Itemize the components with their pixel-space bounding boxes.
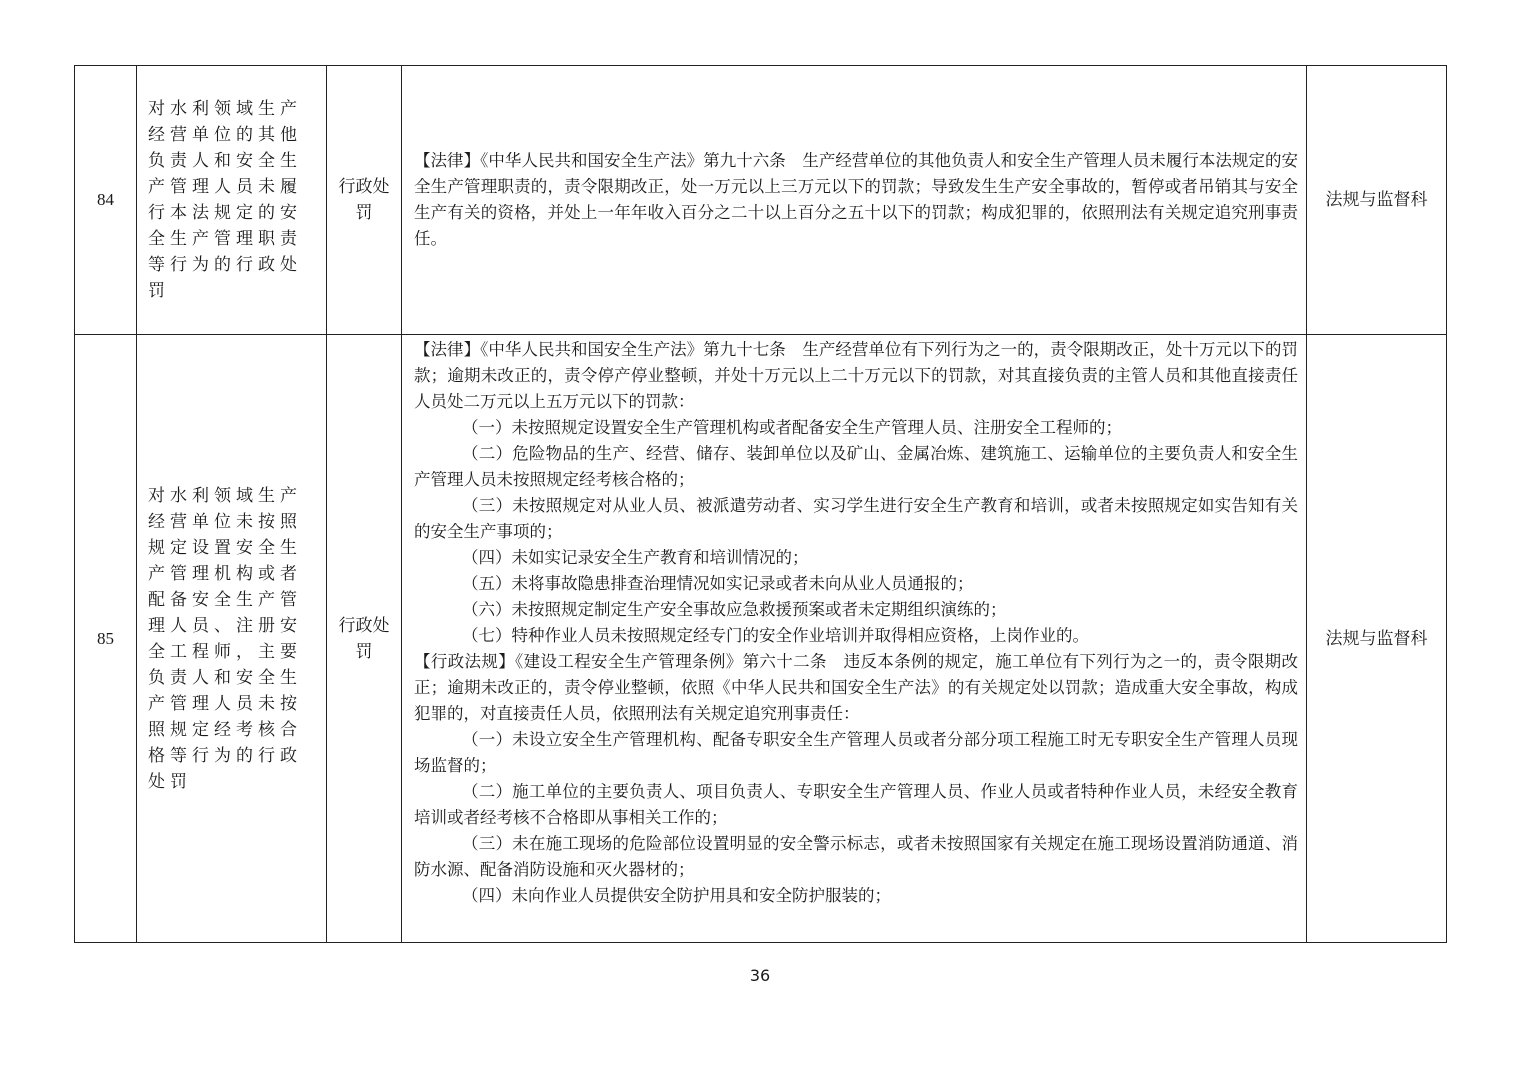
basis-clause: （二）施工单位的主要负责人、项目负责人、专职安全生产管理人员、作业人员或者特种作业人员，未经安全教育培训或者经考核不合格即从事相关工作的； [414, 782, 1298, 827]
basis-clause: （四）未向作业人员提供安全防护用具和安全防护服装的； [462, 886, 891, 905]
table-row [75, 66, 1447, 335]
basis-paragraph: 【法律】《中华人民共和国安全生产法》第九十六条 生产经营单位的其他负责人和安全生产管理人员未履行本法规定的安全生产管理职责的，责令限期改正，处一万元以上三万元以下的罚款；导致发生生产安全事故的，暂停或者吊销其与安全生产有关的资格，并处上一年年收入百分之二十以上百分之五十以下的罚款；构成犯罪的，依照刑法有关规定追究刑事责任。 [414, 151, 1298, 248]
basis-clause: （七）特种作业人员未按照规定经专门的安全作业培训并取得相应资格，上岗作业的。 [462, 626, 1089, 645]
item-type: 行政处罚 [327, 335, 402, 943]
basis-clause: （一）未设立安全生产管理机构、配备专职安全生产管理人员或者分部分项工程施工时无专职安全生产管理人员现场监督的； [414, 730, 1298, 775]
item-number: 85 [75, 335, 137, 943]
table-row [75, 335, 1447, 943]
item-type: 行政处罚 [327, 66, 402, 335]
item-number: 84 [75, 66, 137, 335]
basis-clause: （二）危险物品的生产、经营、储存、装卸单位以及矿山、金属冶炼、建筑施工、运输单位的主要负责人和安全生产管理人员未按照规定经考核合格的； [414, 444, 1298, 489]
legal-basis [402, 66, 1307, 335]
basis-paragraph: 【法律】《中华人民共和国安全生产法》第九十七条 生产经营单位有下列行为之一的，责令限期改正，处十万元以下的罚款；逾期未改正的，责令停产停业整顿，并处十万元以上二十万元以下的罚款，对其直接负责的主管人员和其他直接责任人员处二万元以上五万元以下的罚款： [414, 340, 1298, 411]
basis-clause: （三）未按照规定对从业人员、被派遣劳动者、实习学生进行安全生产教育和培训，或者未按照规定如实告知有关的安全生产事项的； [414, 496, 1298, 541]
responsible-department: 法规与监督科 [1307, 335, 1447, 943]
basis-clause: （三）未在施工现场的危险部位设置明显的安全警示标志，或者未按照国家有关规定在施工现场设置消防通道、消防水源、配备消防设施和灭火器材的； [414, 834, 1298, 879]
legal-basis [402, 335, 1307, 943]
basis-paragraph: 【行政法规】《建设工程安全生产管理条例》第六十二条 违反本条例的规定，施工单位有下列行为之一的，责令限期改正；逾期未改正的，责令停业整顿，依照《中华人民共和国安全生产法》的有关规定处以罚款；造成重大安全事故，构成犯罪的，对直接责任人员，依照刑法有关规定追究刑事责任： [414, 652, 1298, 723]
page-number: 36 [749, 966, 771, 985]
penalty-table [74, 65, 1447, 943]
basis-clause: （四）未如实记录安全生产教育和培训情况的； [462, 548, 809, 567]
basis-clause: （五）未将事故隐患排查治理情况如实记录或者未向从业人员通报的； [462, 574, 974, 593]
basis-clause: （六）未按照规定制定生产安全事故应急救援预案或者未定期组织演练的； [462, 600, 1007, 619]
responsible-department: 法规与监督科 [1307, 66, 1447, 335]
item-name: 对水利领域生产经营单位未按照规定设置安全生产管理机构或者配备安全生产管理人员、注册安全工程师，主要负责人和安全生产管理人员未按照规定经考核合格等行为的行政处罚 [137, 335, 327, 943]
basis-clause: （一）未按照规定设置安全生产管理机构或者配备安全生产管理人员、注册安全工程师的； [462, 418, 1122, 437]
item-name: 对水利领域生产经营单位的其他负责人和安全生产管理人员未履行本法规定的安全生产管理职责等行为的行政处罚 [137, 66, 327, 335]
